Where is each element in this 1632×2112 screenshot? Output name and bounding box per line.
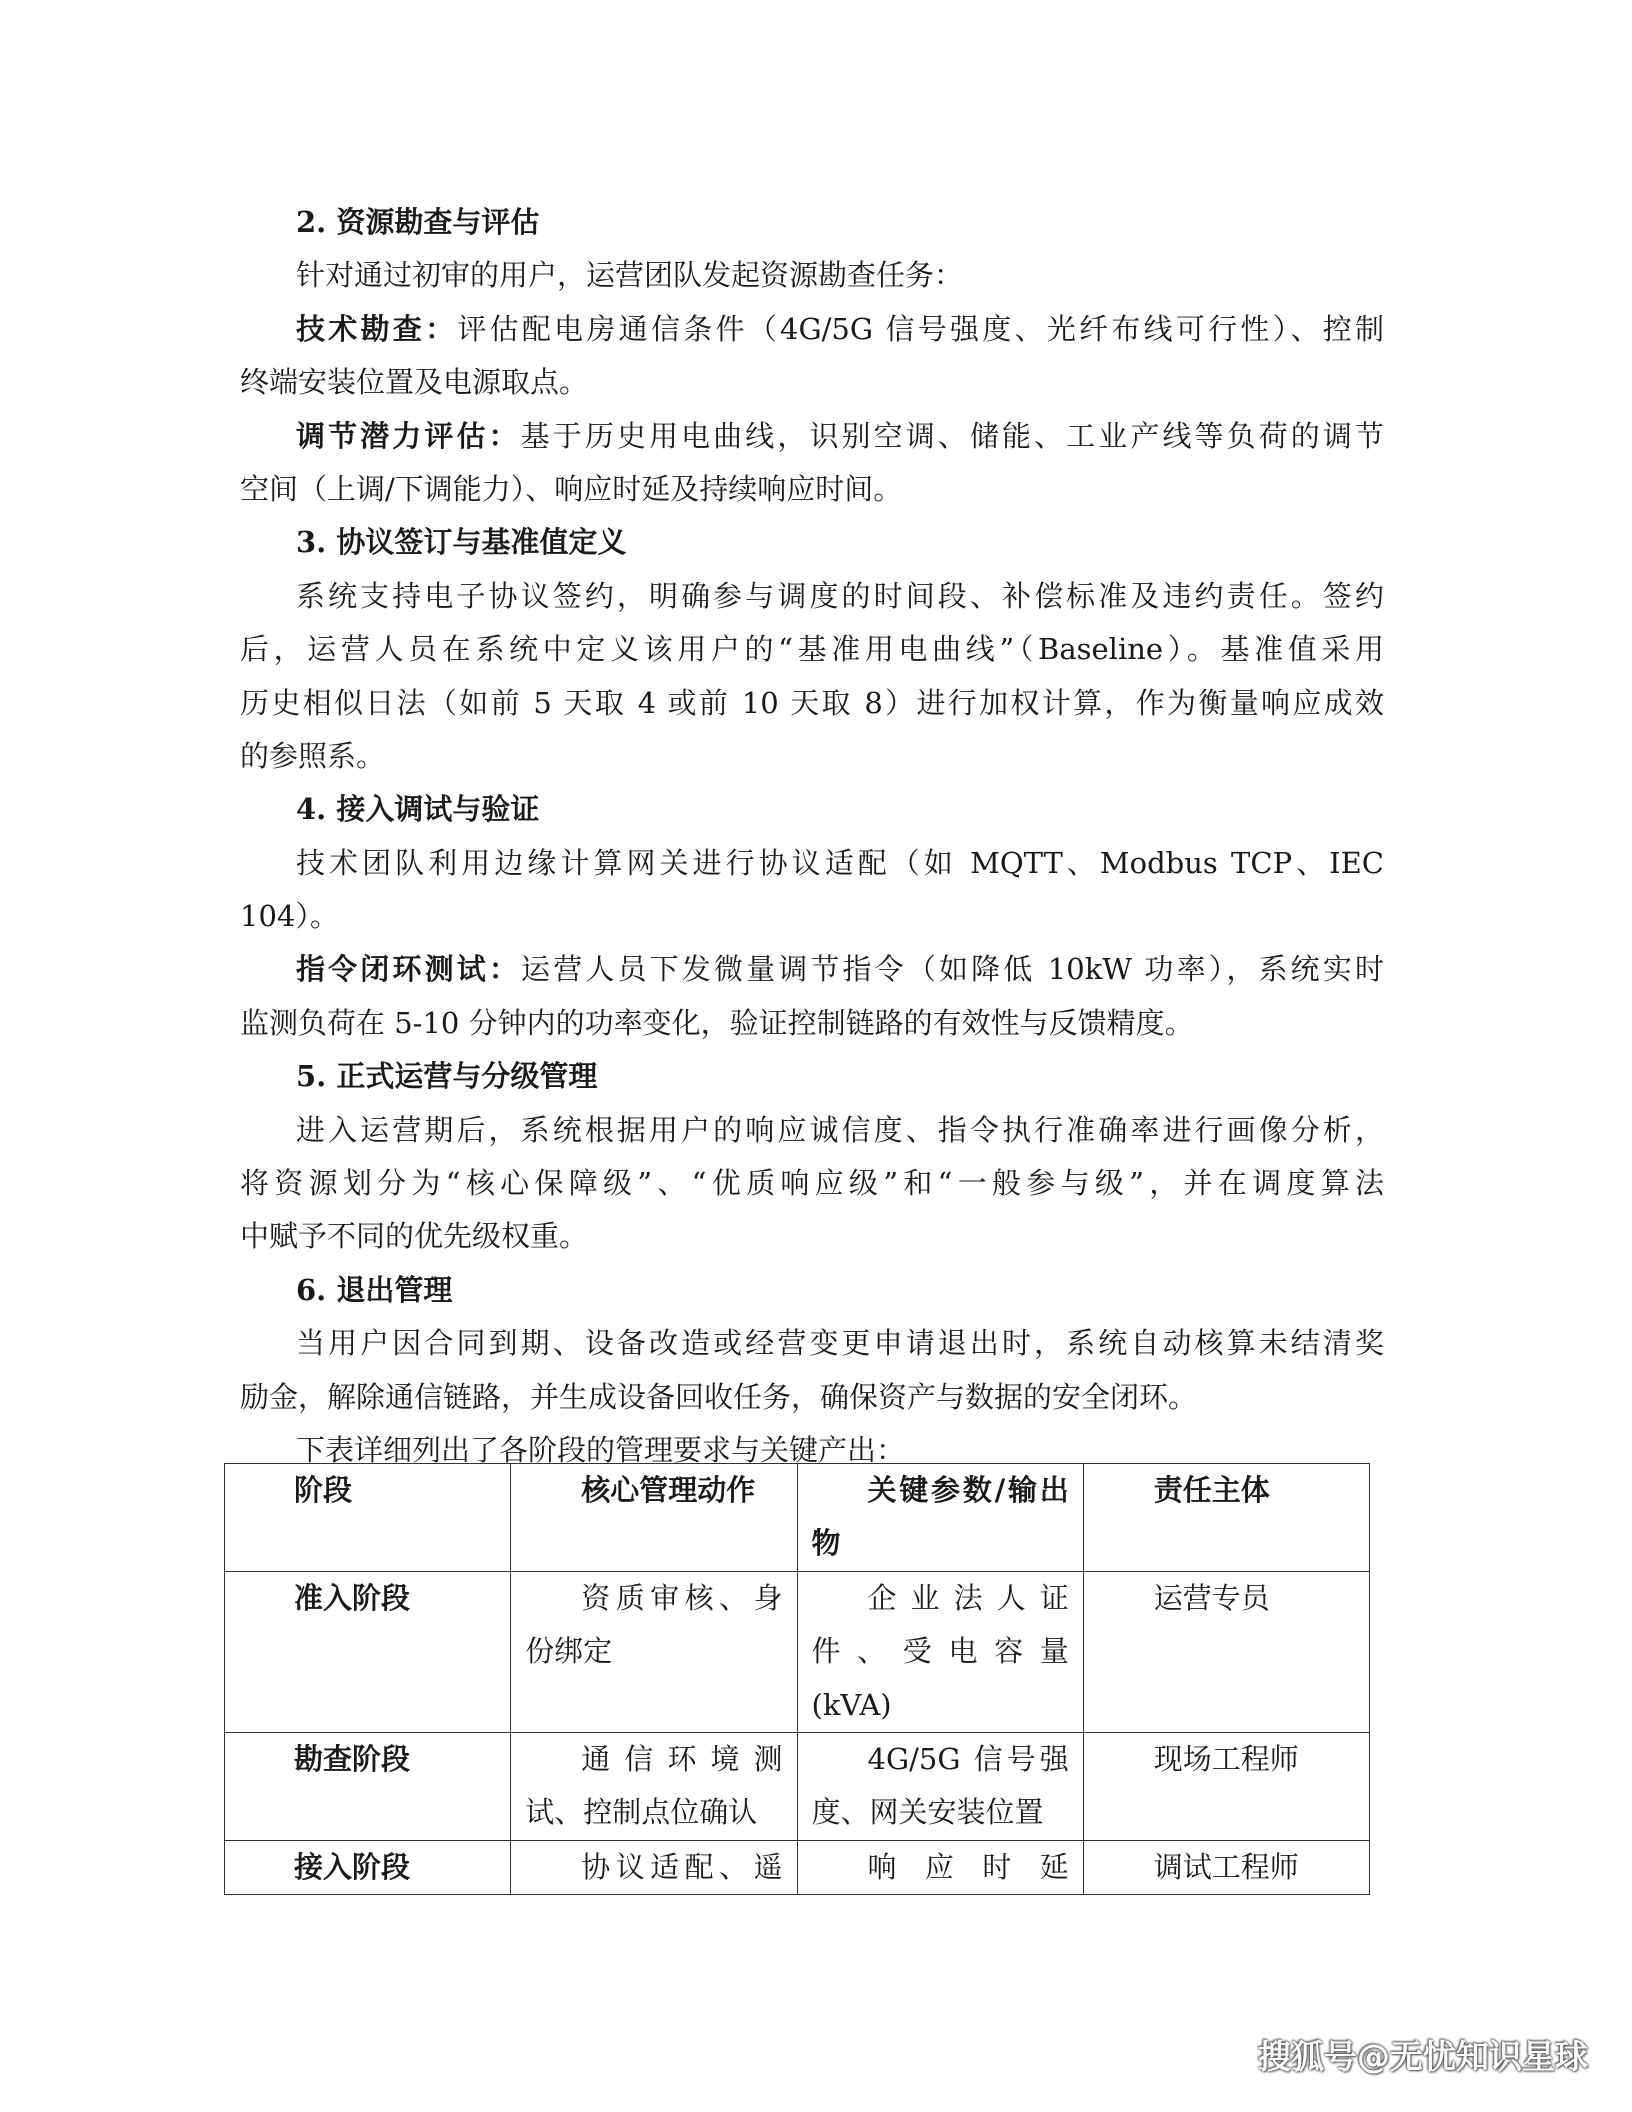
header-action: 核心管理动作: [581, 1473, 756, 1507]
stage-cell: [225, 1732, 511, 1840]
section-2-tech-line2: 终端安装位置及电源取点。: [240, 365, 589, 400]
section-4-title: 4. 接入调试与验证: [296, 792, 540, 827]
section-3-title: 3. 协议签订与基准值定义: [296, 525, 627, 560]
param-cell: [797, 1840, 1083, 1894]
table-intro: 下表详细列出了各阶段的管理要求与关键产出：: [296, 1432, 906, 1467]
section-2-intro: 针对通过初审的用户，运营团队发起资源勘查任务：: [296, 258, 964, 293]
section-2-potential-line1: [240, 410, 1384, 463]
potential-text: 基于历史用电曲线，识别空调、储能、工业产线等负荷的调节: [520, 418, 1384, 453]
header-owner: 责任主体: [1153, 1473, 1270, 1507]
owner-name: 现场工程师: [1153, 1741, 1299, 1776]
header-stage: 阶段: [294, 1473, 353, 1507]
section-2-title: 2. 资源勘查与评估: [296, 205, 540, 239]
header-cell-action: [511, 1464, 797, 1572]
cmd-test-label: 指令闭环测试：: [296, 952, 522, 987]
param-cell: [797, 1732, 1083, 1840]
stage-name: 准入阶段: [294, 1580, 411, 1615]
action-line: 份绑定: [525, 1634, 613, 1669]
section-4-cmd-line2: 监测负荷在 5-10 分钟内的功率变化，验证控制链路的有效性与反馈精度。: [240, 1005, 1194, 1040]
section-2-tech-line1: [240, 303, 1384, 356]
section-4-line1: 技术团队利用边缘计算网关进行协议适配（如 MQTT、Modbus TCP、IEC: [296, 845, 1384, 880]
section-5-line1: 进入运营期后，系统根据用户的响应诚信度、指令执行准确率进行画像分析，: [296, 1112, 1384, 1147]
param-line: 度、网关安装位置: [811, 1795, 1044, 1830]
tech-survey-text: 评估配电房通信条件（4G/5G 信号强度、光纤布线可行性）、控制: [457, 311, 1384, 346]
action-cell: [511, 1840, 797, 1894]
section-2-potential-line2: 空间（上调/下调能力）、响应时延及持续响应时间。: [240, 471, 903, 506]
table-row: [225, 1840, 1370, 1894]
param-line: 企业法人证: [867, 1580, 1069, 1615]
header-cell-owner: [1083, 1464, 1369, 1572]
table-header-row: [225, 1464, 1370, 1572]
section-6-line2: 励金，解除通信链路，并生成设备回收任务，确保资产与数据的安全闭环。: [240, 1379, 1198, 1414]
section-3-line2: 后，运营人员在系统中定义该用户的“基准用电曲线”（Baseline）。基准值采用: [240, 632, 1384, 667]
header-param: 关键参数/输出: [867, 1473, 1069, 1507]
owner-cell: [1083, 1571, 1369, 1732]
param-line: 件、受电容量: [811, 1634, 1069, 1669]
action-line: 资质审核、身: [581, 1580, 783, 1615]
section-3-line1: 系统支持电子协议签约，明确参与调度的时间段、补偿标准及违约责任。签约: [296, 578, 1384, 613]
table-row: [225, 1571, 1370, 1732]
action-line: 试、控制点位确认: [525, 1795, 758, 1830]
stage-name: 接入阶段: [294, 1849, 411, 1884]
header-param-wrap: 物: [811, 1526, 841, 1561]
param-line: 响应时延: [867, 1849, 1069, 1884]
header-cell-stage: [225, 1464, 511, 1572]
param-cell: [797, 1571, 1083, 1732]
section-3-line4: 的参照系。: [240, 738, 386, 773]
management-table: [224, 1463, 1370, 1895]
owner-name: 调试工程师: [1153, 1849, 1299, 1884]
section-5-line3: 中赋予不同的优先级权重。: [240, 1219, 589, 1254]
section-4-line2: 104）。: [240, 899, 339, 934]
action-line: 通信环境测: [581, 1741, 783, 1776]
owner-cell: [1083, 1732, 1369, 1840]
section-6-title: 6. 退出管理: [296, 1272, 453, 1307]
table-row: [225, 1732, 1370, 1840]
tech-survey-label: 技术勘查：: [296, 311, 458, 346]
stage-cell: [225, 1840, 511, 1894]
section-5-line2: 将资源划分为“核心保障级”、“优质响应级”和“一般参与级”，并在调度算法: [240, 1166, 1384, 1201]
action-line: 协议适配、遥: [581, 1849, 783, 1884]
param-line: (kVA): [811, 1687, 892, 1722]
param-line: 4G/5G 信号强: [867, 1741, 1069, 1776]
action-cell: [511, 1571, 797, 1732]
action-cell: [511, 1732, 797, 1840]
owner-cell: [1083, 1840, 1369, 1894]
cmd-test-text: 运营人员下发微量调节指令（如降低 10kW 功率），系统实时: [521, 952, 1384, 987]
section-4-cmd-line1: [240, 943, 1384, 996]
watermark: 搜狐号@无忧知识星球: [1258, 2037, 1588, 2076]
owner-name: 运营专员: [1153, 1580, 1270, 1615]
section-6-line1: 当用户因合同到期、设备改造或经营变更申请退出时，系统自动核算未结清奖: [296, 1326, 1384, 1361]
section-3-line3: 历史相似日法（如前 5 天取 4 或前 10 天取 8）进行加权计算，作为衡量响应成效: [240, 685, 1384, 720]
stage-cell: [225, 1571, 511, 1732]
stage-name: 勘查阶段: [294, 1741, 411, 1776]
document-body: [240, 196, 1384, 1477]
section-5-title: 5. 正式运营与分级管理: [296, 1059, 598, 1094]
potential-label: 调节潜力评估：: [296, 418, 521, 453]
header-cell-param: [797, 1464, 1083, 1572]
